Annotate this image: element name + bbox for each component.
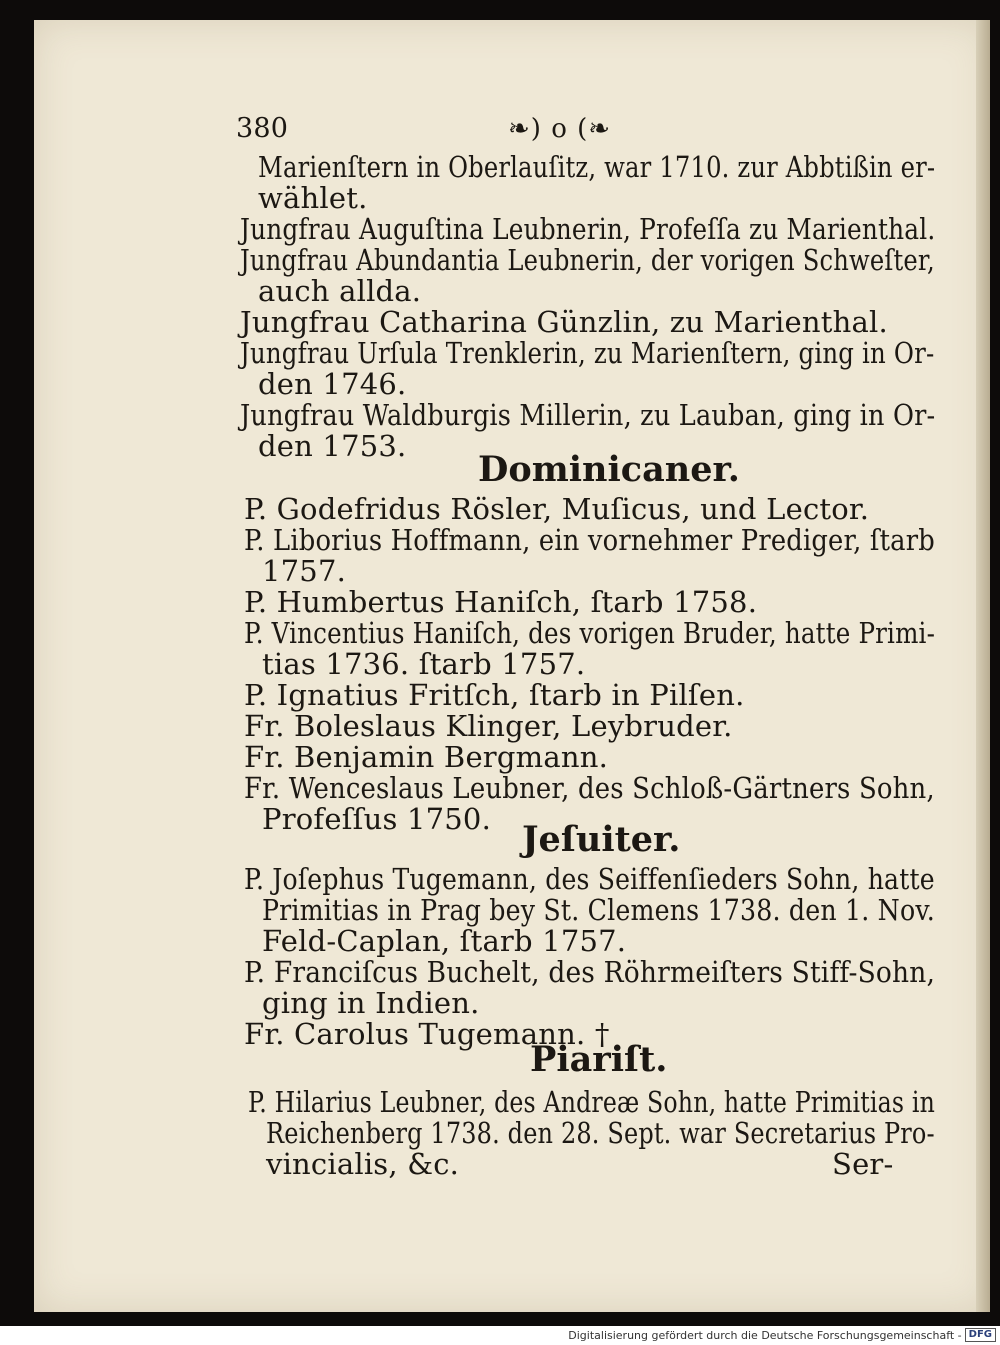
- text-line: P. Hilarius Leubner, des Andreæ Sohn, hatte Primitias in: [248, 1085, 935, 1119]
- text-line: P. Franciſcus Buchelt, des Röhrmeiſters Stiff-Sohn,: [244, 955, 936, 989]
- text-line: ging in Indien.: [262, 986, 480, 1020]
- text-line: wählet.: [258, 181, 368, 215]
- digitization-footer: [568, 1328, 996, 1342]
- section-heading-jesuiter: Jeſuiter.: [522, 819, 681, 860]
- text-line: vincialis, &c.: [266, 1147, 460, 1181]
- section-heading-piarist: Piariſt.: [530, 1039, 668, 1080]
- text-line: 1757.: [262, 554, 347, 588]
- text-line: Profeſſus 1750.: [262, 802, 491, 836]
- text-line: Fr. Benjamin Bergmann.: [244, 740, 608, 774]
- text-line: P. Ignatius Fritſch, ſtarb in Pilſen.: [244, 678, 745, 712]
- text-line: P. Humbertus Haniſch, ſtarb 1758.: [244, 585, 758, 619]
- text-line: Fr. Wenceslaus Leubner, des Schloß-Gärtners Sohn,: [244, 771, 935, 805]
- text-line: Marienſtern in Oberlauſitz, war 1710. zur Abbtißin er-: [258, 150, 936, 184]
- text-line: den 1746.: [258, 367, 407, 401]
- text-line: Feld-Caplan, ſtarb 1757.: [262, 924, 627, 958]
- text-line: den 1753.: [258, 429, 407, 463]
- page-number: 380: [236, 113, 289, 144]
- footer-text: Digitalisierung gefördert durch die Deutsche Forschungsgemeinschaft -: [568, 1328, 962, 1342]
- text-line: Reichenberg 1738. den 28. Sept. war Secretarius Pro-: [266, 1116, 935, 1150]
- text-line: P. Vincentius Haniſch, des vorigen Bruder, hatte Primi-: [244, 616, 936, 650]
- section-heading-dominicaner: Dominicaner.: [478, 449, 740, 490]
- text-line: Jungfrau Auguſtina Leubnerin, Profeſſa zu Marienthal.: [240, 212, 936, 246]
- text-line: Jungfrau Waldburgis Millerin, zu Lauban, ging in Or-: [240, 398, 936, 432]
- dfg-logo-icon: DFG: [965, 1328, 996, 1342]
- text-line: Fr. Boleslaus Klinger, Leybruder.: [244, 709, 733, 743]
- text-line: Primitias in Prag bey St. Clemens 1738. den 1. Nov.: [262, 893, 935, 927]
- text-line: P. Liborius Hoffmann, ein vornehmer Prediger, ſtarb: [244, 523, 935, 557]
- text-line: P. Joſephus Tugemann, des Seiffenſieders Sohn, hatte: [244, 862, 935, 896]
- text-line: Jungfrau Catharina Günzlin, zu Marienthal.: [240, 305, 888, 339]
- page-edge: [976, 20, 990, 1312]
- header-ornament: ❧) o (❧: [508, 114, 612, 144]
- text-line: Fr. Carolus Tugemann. †: [244, 1017, 610, 1051]
- catchword: Ser-: [832, 1147, 894, 1181]
- text-line: tias 1736. ſtarb 1757.: [262, 647, 586, 681]
- text-line: Jungfrau Abundantia Leubnerin, der vorigen Schweſter,: [240, 243, 935, 277]
- text-line: P. Godefridus Rösler, Muſicus, und Lector.: [244, 492, 870, 526]
- text-line: auch allda.: [258, 274, 422, 308]
- text-line: Jungfrau Urſula Trenklerin, zu Marienſtern, ging in Or-: [240, 336, 935, 370]
